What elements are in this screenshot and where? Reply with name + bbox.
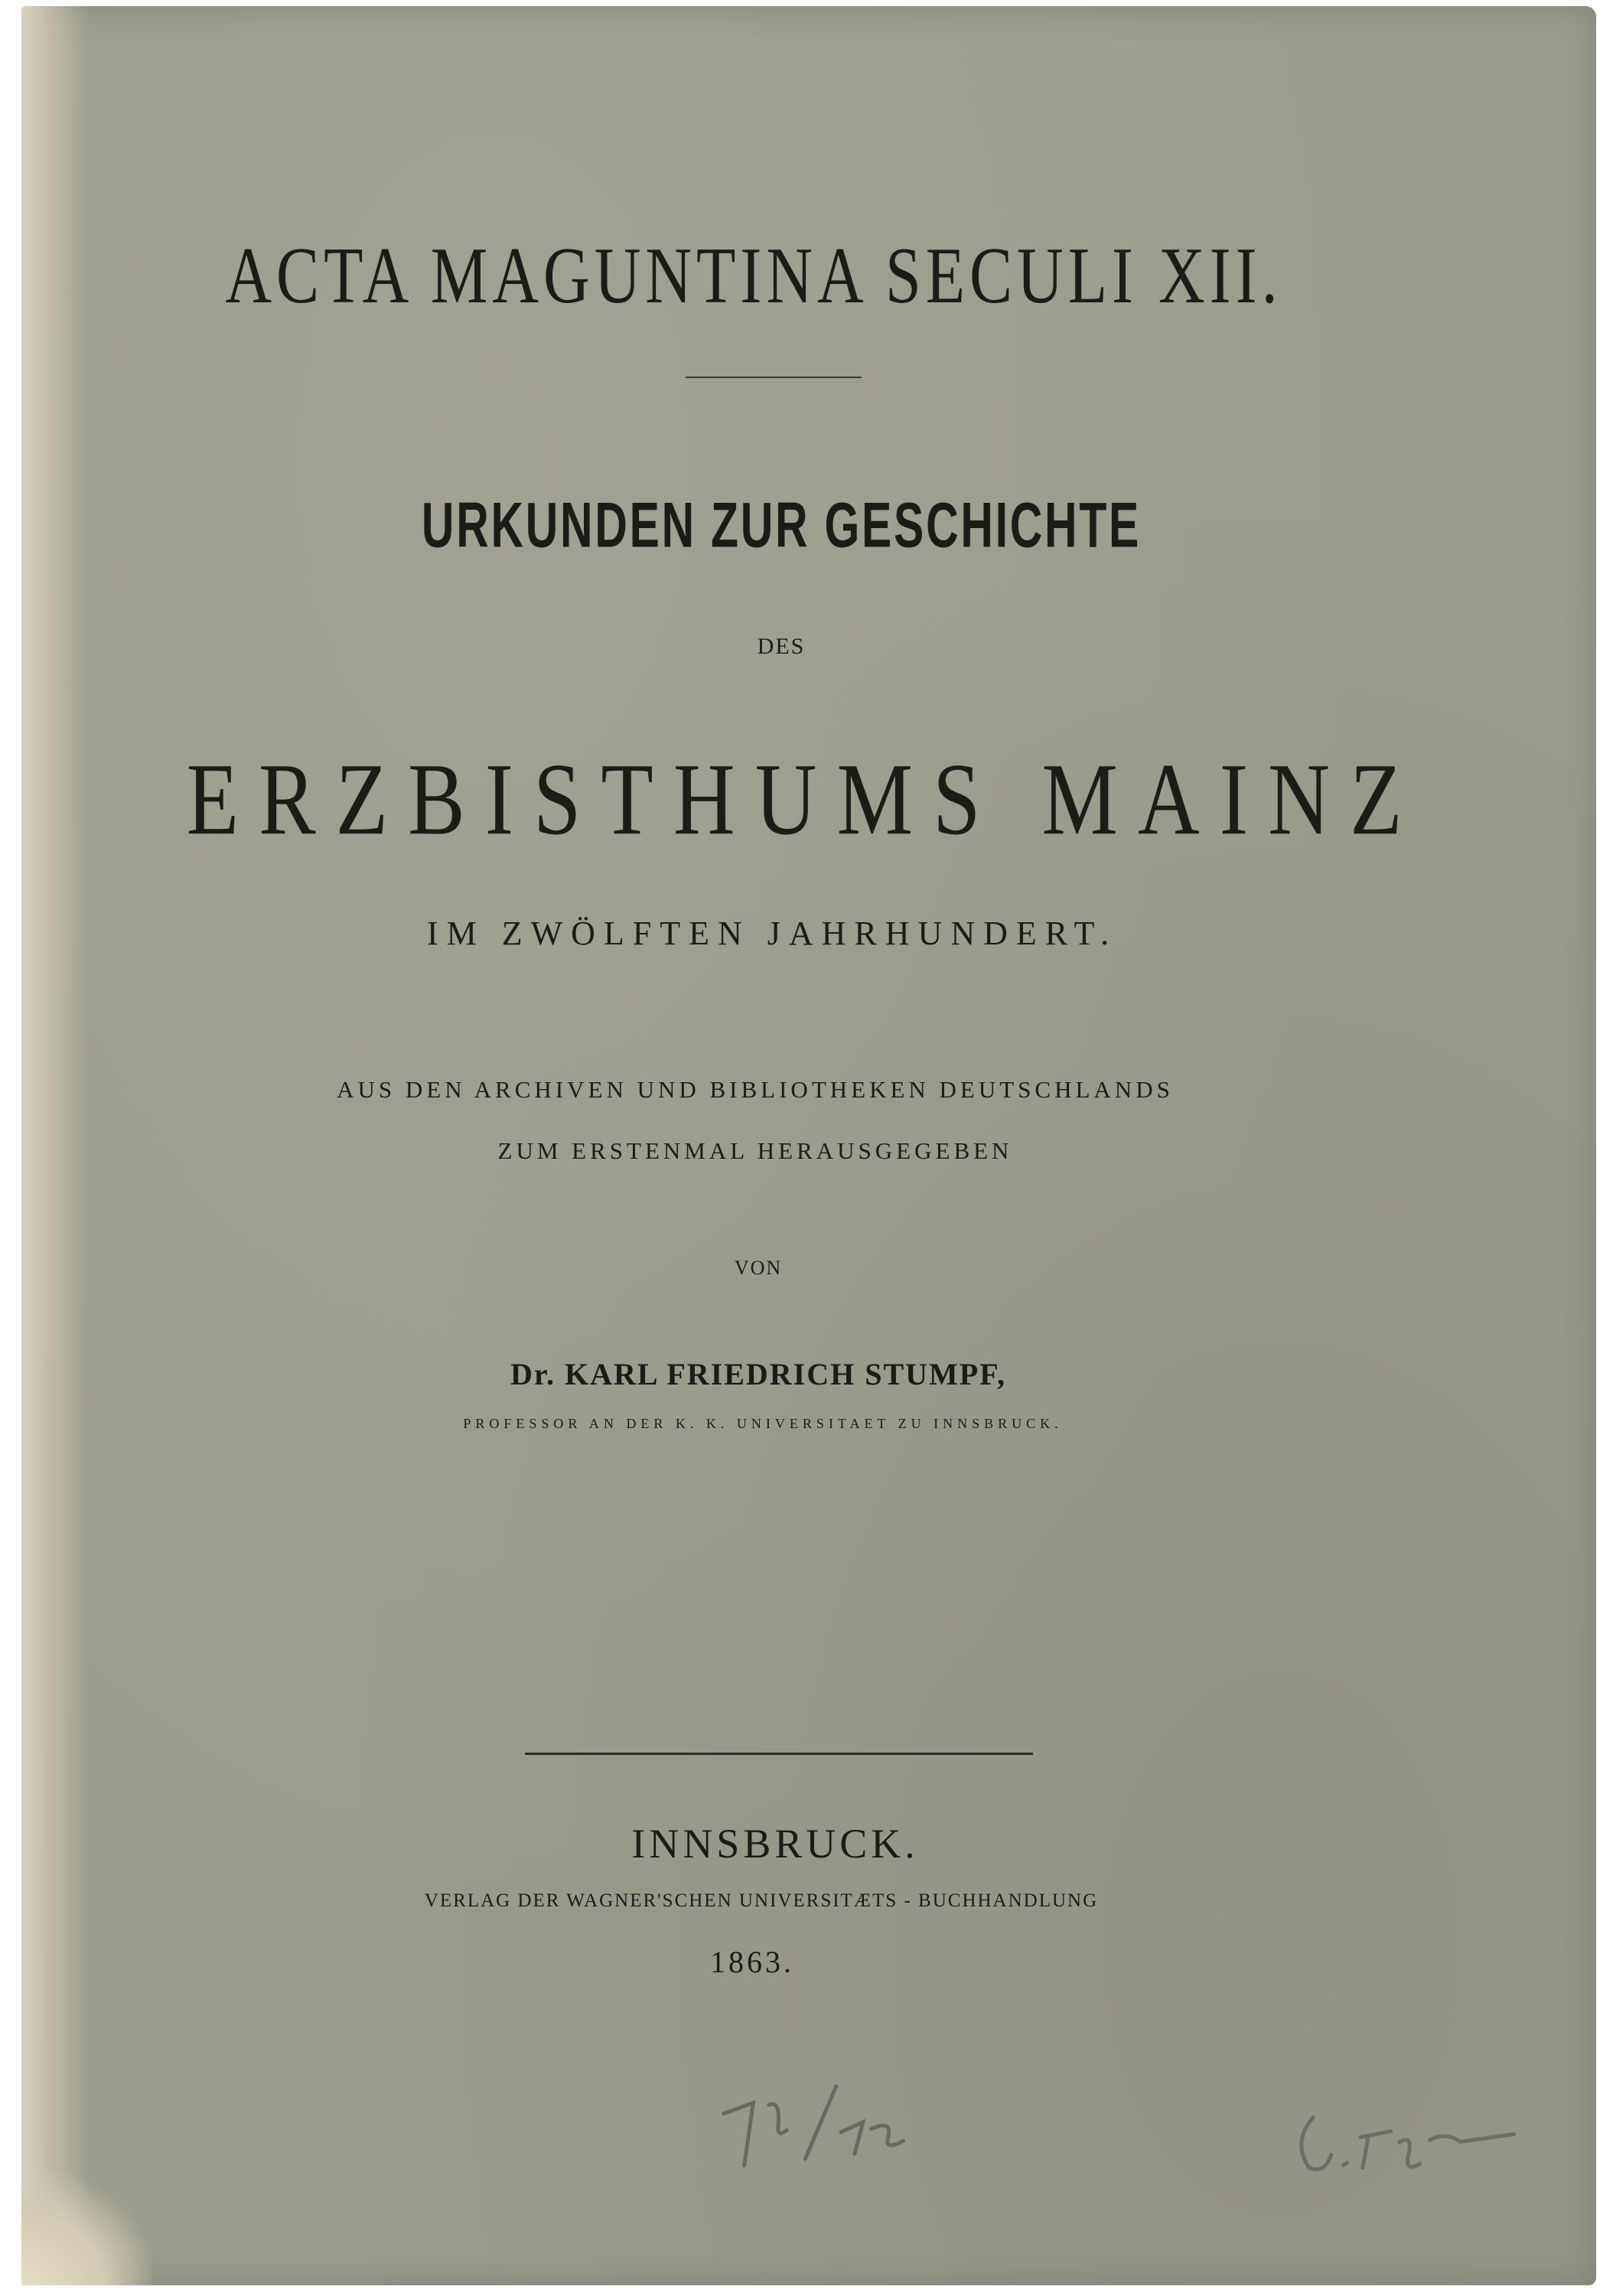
main-title: ERZBISTHUMS MAINZ: [186, 742, 1422, 857]
publication-city: INNSBRUCK.: [631, 1821, 919, 1867]
author-name: Dr. KARL FRIEDRICH STUMPF,: [510, 1357, 1006, 1391]
pencil-note-left: [705, 2061, 945, 2192]
pencil-note-right: [1281, 2079, 1540, 2189]
century-line: IM ZWÖLFTEN JAHRHUNDERT.: [426, 915, 1118, 952]
publisher: VERLAG DER WAGNER'SCHEN UNIVERSITÆTS - BUCHHANDLUNG: [424, 1890, 1099, 1911]
source-line-2: ZUM ERSTENMAL HERAUSGEGEBEN: [497, 1137, 1013, 1164]
source-line-1: AUS DEN ARCHIVEN UND BIBLIOTHEKEN DEUTSCHLANDS: [337, 1076, 1174, 1103]
short-divider: [686, 377, 862, 378]
author-affiliation: PROFESSOR AN DER K. K. UNIVERSITAET ZU INNSBRUCK.: [463, 1416, 1063, 1431]
book-cover: [21, 6, 1596, 2285]
subtitle: URKUNDEN ZUR GESCHICHTE: [421, 489, 1142, 561]
connector-von: VON: [734, 1257, 783, 1279]
worn-corner: [21, 2170, 152, 2285]
publication-year: 1863.: [710, 1945, 794, 1979]
connector-des: DES: [757, 634, 806, 659]
series-title: ACTA MAGUNTINA SECULI XII.: [225, 231, 1282, 321]
long-divider: [525, 1753, 1033, 1755]
